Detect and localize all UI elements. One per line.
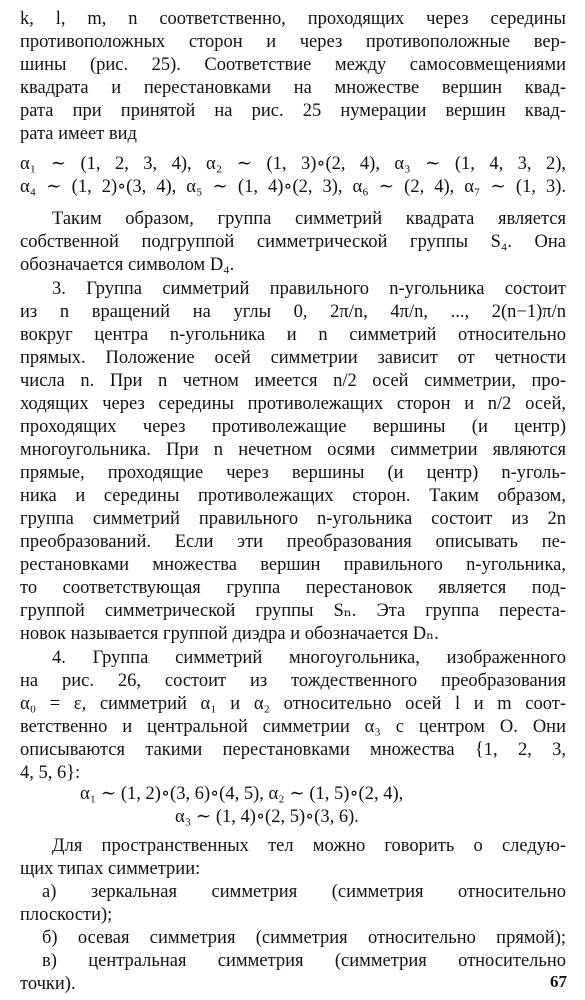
text-line: 4, 5, 6}: xyxy=(20,763,81,783)
formula-line: α₁ ∼ (1, 2)∘(3, 6)∘(4, 5), α₂ ∼ (1, 5)∘(2, 4), xyxy=(80,784,404,804)
text-line: проходящих через противолежащие вершины (и центр) xyxy=(20,417,566,437)
text-line: щих типах симметрии: xyxy=(20,859,201,879)
text-line: прямые, проходящие через вершины (и центр) n-уголь- xyxy=(20,463,566,483)
text-line: квадрата и перестановками на множестве вершин квад- xyxy=(20,78,566,98)
text-line: рата имеет вид xyxy=(20,124,137,144)
text-line: Таким образом, группа симметрий квадрата является xyxy=(52,209,566,229)
text-line: группой симметрической группы Sₙ. Эта группа переста- xyxy=(20,601,566,621)
formula-line: α₁ ∼ (1, 2, 3, 4), α₂ ∼ (1, 3)∘(2, 4), α₃ ∼ (1, 4, 3, 2), xyxy=(20,154,566,174)
text-line: k, l, m, n соответственно, проходящих через середины xyxy=(20,9,566,29)
text-line: прямых. Положение осей симметрии зависит от четности xyxy=(20,348,566,368)
text-line: вокруг центра n-угольника и n симметрий относительно xyxy=(20,325,566,345)
text-line: собственной подгруппой симметрической группы S₄. Она xyxy=(20,232,566,252)
text-line: Для пространственных тел можно говорить о следую- xyxy=(52,836,566,856)
text-line: рата при принятой на рис. 25 нумерации вершин квад- xyxy=(20,101,566,121)
text-line: многоугольника. При n нечетном осями симметрии являются xyxy=(20,440,566,460)
text-line: α₀ = ε, симметрий α₁ и α₂ относительно осей l и m соот- xyxy=(20,694,566,714)
text-line: противоположных сторон и через противоположные вер- xyxy=(20,32,566,52)
formula-line: α₄ ∼ (1, 2)∘(3, 4), α₅ ∼ (1, 4)∘(2, 3), α₆ ∼ (2, 4), α₇ ∼ (1, 3). xyxy=(20,177,566,197)
text-line: ветственно и центральной симметрии α₃ с центром O. Они xyxy=(20,717,566,737)
text-line: преобразований. Если эти преобразования описывать пе- xyxy=(20,532,566,552)
text-line: из n вращений на углы 0, 2π/n, 4π/n, ..., 2(n−1)π/n xyxy=(20,302,566,322)
list-item: б) осевая симметрия (симметрия относительно прямой); xyxy=(42,928,566,948)
page-number: 67 xyxy=(550,972,567,991)
text-line: новок называется группой диэдра и обозначается Dₙ. xyxy=(20,624,439,644)
text-line: шины (рис. 25). Соответствие между самосовмещениями xyxy=(20,55,566,75)
section-3-line: 3. Группа симметрий правильного n-угольника состоит xyxy=(52,279,566,299)
text-line: рестановками множества вершин правильного n-угольника, xyxy=(20,555,566,575)
text-line: числа n. При n четном имеется n/2 осей симметрии, про- xyxy=(20,371,566,391)
text-line: ника и середины противолежащих сторон. Таким образом, xyxy=(20,486,566,506)
text-line: обозначается символом D₄. xyxy=(20,255,235,275)
formula-line: α₃ ∼ (1, 4)∘(2, 5)∘(3, 6). xyxy=(175,807,359,827)
text-line: точки). xyxy=(20,974,76,994)
text-line: плоскости); xyxy=(20,905,113,925)
text-line: на рис. 26, состоит из тождественного преобразования xyxy=(20,671,566,691)
section-4-line: 4. Группа симметрий многоугольника, изображенного xyxy=(52,648,566,668)
text-line: описываются такими перестановками множества {1, 2, 3, xyxy=(20,740,566,760)
list-item: а) зеркальная симметрия (симметрия относительно xyxy=(42,882,566,902)
text-line: то соответствующая группа перестановок является под- xyxy=(20,578,566,598)
text-line: группа симметрий правильного n-угольника состоит из 2n xyxy=(20,509,566,529)
list-item: в) центральная симметрия (симметрия относительно xyxy=(42,951,566,971)
text-line: ходящих через середины противолежащих сторон и n/2 осей, xyxy=(20,394,566,414)
